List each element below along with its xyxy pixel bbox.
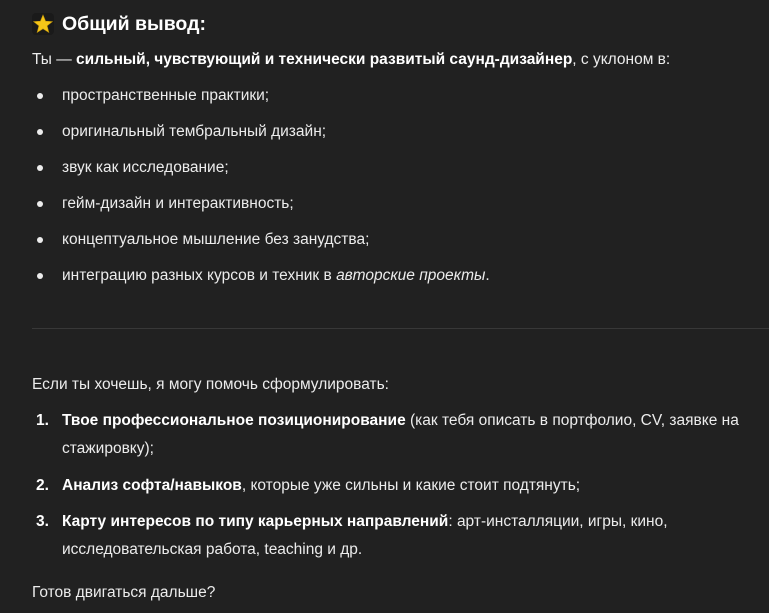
star-icon xyxy=(32,13,54,35)
list-item: гейм-дизайн и интерактивность; xyxy=(62,195,294,212)
summary-intro-prefix: Ты — xyxy=(32,51,77,68)
bullet-dot xyxy=(37,129,43,135)
numbered-item-bold: Анализ софта/навыков xyxy=(62,477,242,494)
numbered-item-rest: (как тебя описать в портфолио, CV, заявке на стажировку); xyxy=(62,412,739,457)
numbered-item-rest: : арт-инсталляции, игры, кино, исследовательская работа, teaching и др. xyxy=(62,513,668,558)
list-number: 1. xyxy=(36,412,49,429)
last-bullet-suffix: . xyxy=(485,267,490,284)
bullet-dot xyxy=(37,93,43,99)
list-item: оригинальный тембральный дизайн; xyxy=(62,123,327,140)
closing-question: Готов двигаться дальше? xyxy=(32,584,216,601)
bullet-dot xyxy=(37,273,43,279)
numbered-item xyxy=(62,472,762,500)
numbered-item-bold: Карту интересов по типу карьерных направлений xyxy=(62,513,449,530)
bullet-dot xyxy=(37,201,43,207)
offer-intro: Если ты хочешь, я могу помочь сформулировать: xyxy=(32,376,389,393)
divider xyxy=(32,328,769,329)
numbered-item xyxy=(62,407,762,463)
summary-intro-suffix: , с уклоном в: xyxy=(572,51,671,68)
list-item xyxy=(62,266,490,286)
bullet-dot xyxy=(37,165,43,171)
list-item: концептуальное мышление без занудства; xyxy=(62,231,370,248)
summary-intro-bold: сильный, чувствующий и технически развитый саунд-дизайнер xyxy=(76,51,573,68)
numbered-item-bold: Твое профессиональное позиционирование xyxy=(62,412,406,429)
list-item: пространственные практики; xyxy=(62,87,270,104)
list-number: 3. xyxy=(36,513,49,530)
summary-heading xyxy=(32,9,206,39)
bullet-dot xyxy=(37,237,43,243)
list-item: звук как исследование; xyxy=(62,159,229,176)
summary-intro xyxy=(32,50,670,70)
numbered-item-rest: , которые уже сильны и какие стоит подтянуть; xyxy=(241,477,581,494)
list-number: 2. xyxy=(36,477,49,494)
last-bullet-prefix: интеграцию разных курсов и техник в xyxy=(62,267,337,284)
numbered-item xyxy=(62,508,762,564)
summary-heading-text: Общий вывод: xyxy=(62,12,206,35)
last-bullet-italic: авторские проекты xyxy=(336,267,486,284)
